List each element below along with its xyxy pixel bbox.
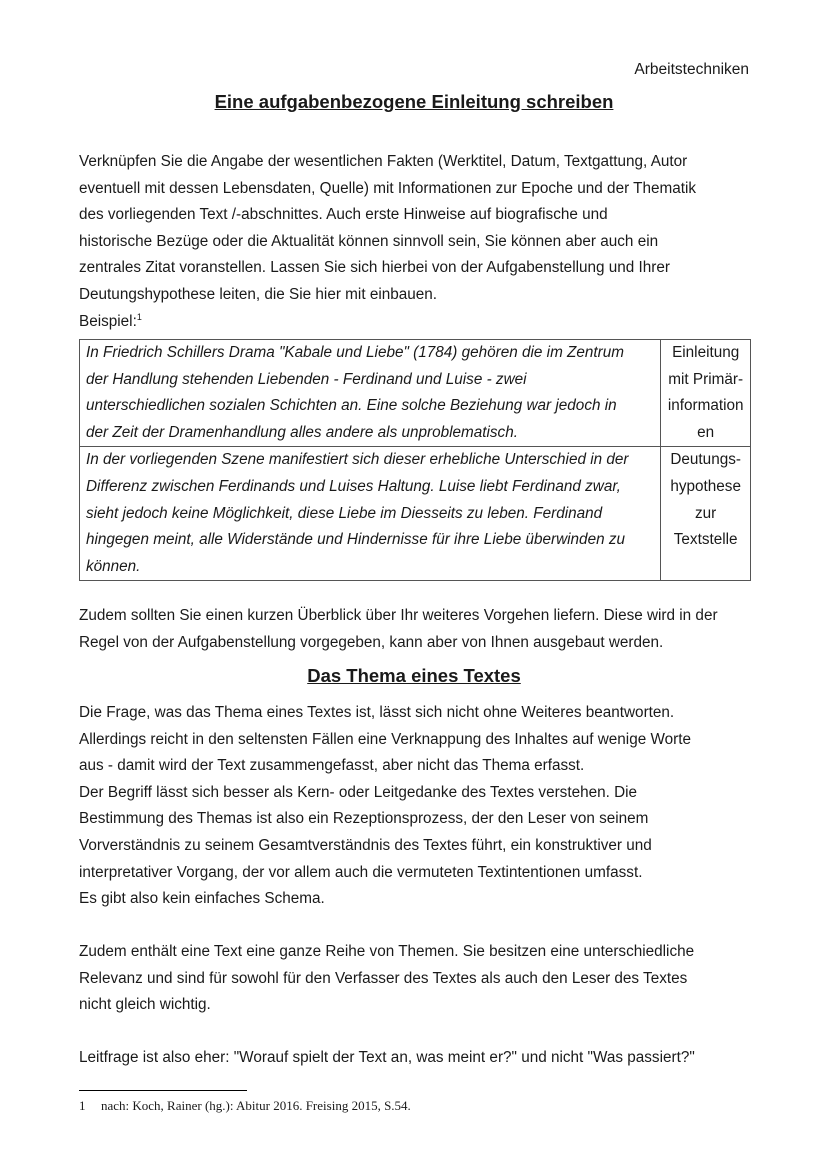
example-text-line: der Handlung stehenden Liebenden - Ferdinand und Luise - zwei [86, 370, 527, 388]
footnote [79, 1098, 411, 1114]
theme-line: aus - damit wird der Text zusammengefasst, aber nicht das Thema erfasst. [79, 757, 585, 775]
theme-paragraph [79, 700, 759, 913]
example-label [79, 309, 759, 336]
intro-line: Deutungshypothese leiten, die Sie hier mit einbauen. [79, 285, 438, 303]
example-text-line: der Zeit der Dramenhandlung alles andere als unproblematisch. [86, 423, 518, 441]
section-heading: Das Thema eines Textes [307, 665, 521, 686]
example-text-cell [80, 447, 661, 581]
theme-line: Vorverständnis zu seinem Gesamtverständnis des Textes führt, ein konstruktiver und [79, 836, 652, 854]
example-text-line: sieht jedoch keine Möglichkeit, diese Liebe im Diesseits zu leben. Ferdinand [86, 504, 603, 522]
example-label-line: mit Primär- [668, 370, 744, 388]
overview-line: Zudem sollten Sie einen kurzen Überblick über Ihr weiteres Vorgehen liefern. Diese wird in der [79, 607, 718, 624]
intro-line: Verknüpfen Sie die Angabe der wesentlichen Fakten (Werktitel, Datum, Textgattung, Autor [79, 153, 688, 170]
relevance-line: Zudem enthält eine Text eine ganze Reihe von Themen. Sie besitzen eine unterschiedliche [79, 943, 695, 960]
guiding-question-paragraph [79, 1045, 759, 1072]
overview-paragraph [79, 603, 759, 656]
example-text-line: In der vorliegenden Szene manifestiert sich dieser erhebliche Unterschied in der [86, 451, 629, 469]
example-label-line: en [697, 423, 715, 441]
overview-line: Regel von der Aufgabenstellung vorgegeben, kann aber von Ihnen ausgebaut werden. [79, 633, 664, 651]
footnote-text: nach: Koch, Rainer (hg.): Abitur 2016. Freising 2015, S.54. [101, 1098, 411, 1113]
footnote-marker: 1 [136, 311, 142, 322]
footnote-number: 1 [79, 1098, 86, 1113]
example-label-line: hypothese [670, 477, 741, 495]
example-table [79, 339, 751, 581]
intro-line: historische Bezüge oder die Aktualität können sinnvoll sein, Sie können aber auch ein [79, 232, 659, 250]
section-label: Arbeitstechniken [634, 61, 749, 78]
example-text-line: Differenz zwischen Ferdinands und Luises Haltung. Luise liebt Ferdinand zwar, [86, 477, 621, 495]
theme-line: Allerdings reicht in den seltensten Fällen eine Verknappung des Inhaltes auf wenige Worte [79, 730, 691, 748]
example-label-text: Beispiel: [79, 312, 137, 330]
relevance-line: nicht gleich wichtig. [79, 996, 211, 1014]
example-label-line: zur [695, 504, 717, 522]
footnote-divider [79, 1090, 247, 1091]
intro-line: zentrales Zitat voranstellen. Lassen Sie sich hierbei von der Aufgabenstellung und Ihrer [79, 259, 670, 277]
example-label-cell [661, 340, 751, 447]
guiding-question: Leitfrage ist also eher: "Worauf spielt der Text an, was meint er?" und nicht "Was passiert?" [79, 1049, 695, 1066]
example-text-line: können. [86, 557, 141, 575]
example-label-line: Deutungs- [670, 451, 741, 469]
example-label-line: Einleitung [672, 344, 740, 361]
example-text-line: In Friedrich Schillers Drama "Kabale und Liebe" (1784) gehören die im Zentrum [86, 344, 625, 361]
table-row [80, 447, 751, 581]
intro-line: des vorliegenden Text /-abschnittes. Auch erste Hinweise auf biografische und [79, 206, 608, 224]
theme-line: interpretativer Vorgang, der vor allem auch die vermuteten Textintentionen umfasst. [79, 863, 643, 881]
example-label-line: Textstelle [673, 531, 738, 549]
theme-line: Es gibt also kein einfaches Schema. [79, 890, 325, 908]
relevance-line: Relevanz und sind für sowohl für den Verfasser des Textes als auch den Leser des Textes [79, 969, 688, 987]
page-title: Eine aufgabenbezogene Einleitung schreiben [214, 91, 614, 112]
intro-line: eventuell mit dessen Lebensdaten, Quelle) mit Informationen zur Epoche und der Thematik [79, 179, 697, 197]
relevance-paragraph [79, 939, 759, 1019]
theme-line: Die Frage, was das Thema eines Textes ist, lässt sich nicht ohne Weiteres beantworten. [79, 704, 675, 721]
example-text-line: unterschiedlichen sozialen Schichten an. Eine solche Beziehung war jedoch in [86, 397, 617, 415]
example-label-line: information [667, 397, 744, 415]
theme-line: Der Begriff lässt sich besser als Kern- oder Leitgedanke des Textes verstehen. Die [79, 783, 638, 801]
example-text-cell [80, 340, 661, 447]
theme-line: Bestimmung des Themas ist also ein Rezeptionsprozess, der den Leser von seinem [79, 810, 649, 828]
example-label-cell [661, 447, 751, 581]
table-row [80, 340, 751, 447]
example-text-line: hingegen meint, alle Widerstände und Hindernisse für ihre Liebe überwinden zu [86, 531, 625, 549]
intro-paragraph [79, 149, 759, 335]
